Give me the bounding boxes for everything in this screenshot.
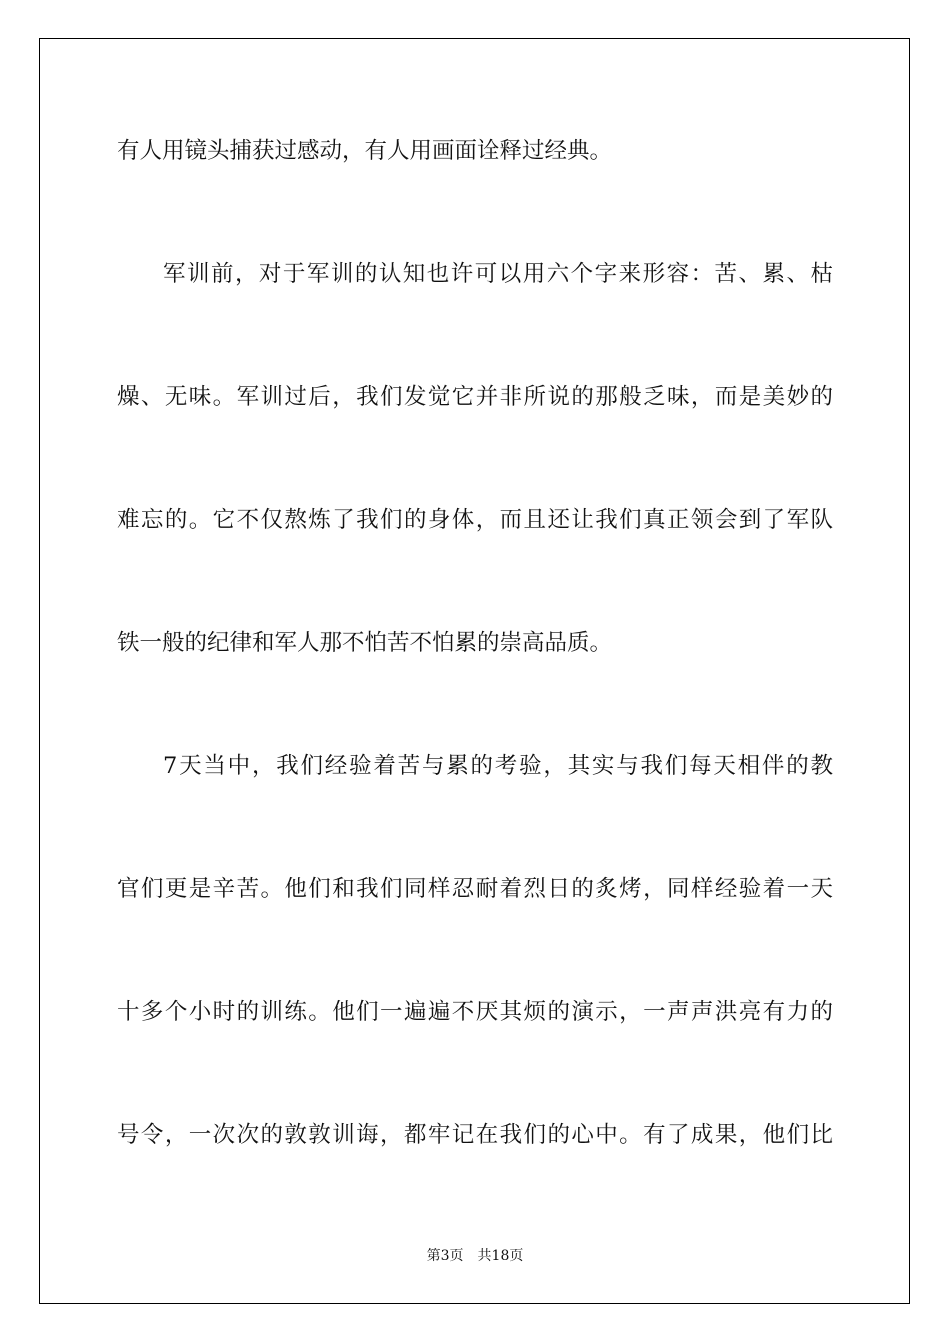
body-line: 有人用镜头捕获过感动，有人用画面诠释过经典。 [117,138,613,164]
body-line: 号令，一次次的敦敦训诲，都牢记在我们的心中。有了成果，他们比 [117,1122,833,1148]
page-total: 共18页 [477,1248,524,1264]
body-line: 官们更是辛苦。他们和我们同样忍耐着烈日的炙烤，同样经验着一天 [117,876,833,902]
body-line: 7天当中，我们经验着苦与累的考验，其实与我们每天相伴的教 [163,753,833,779]
body-line: 十多个小时的训练。他们一遍遍不厌其烦的演示，一声声洪亮有力的 [117,999,833,1025]
body-line: 铁一般的纪律和军人那不怕苦不怕累的崇高品质。 [117,630,613,656]
body-line: 军训前，对于军训的认知也许可以用六个字来形容：苦、累、枯 [163,261,833,287]
page-frame [39,38,910,1304]
page-number: 第3页 [426,1248,464,1264]
page-footer [0,1247,950,1265]
body-line: 燥、无味。军训过后，我们发觉它并非所说的那般乏味，而是美妙的 [117,384,833,410]
body-line: 难忘的。它不仅熬炼了我们的身体，而且还让我们真正领会到了军队 [117,507,833,533]
